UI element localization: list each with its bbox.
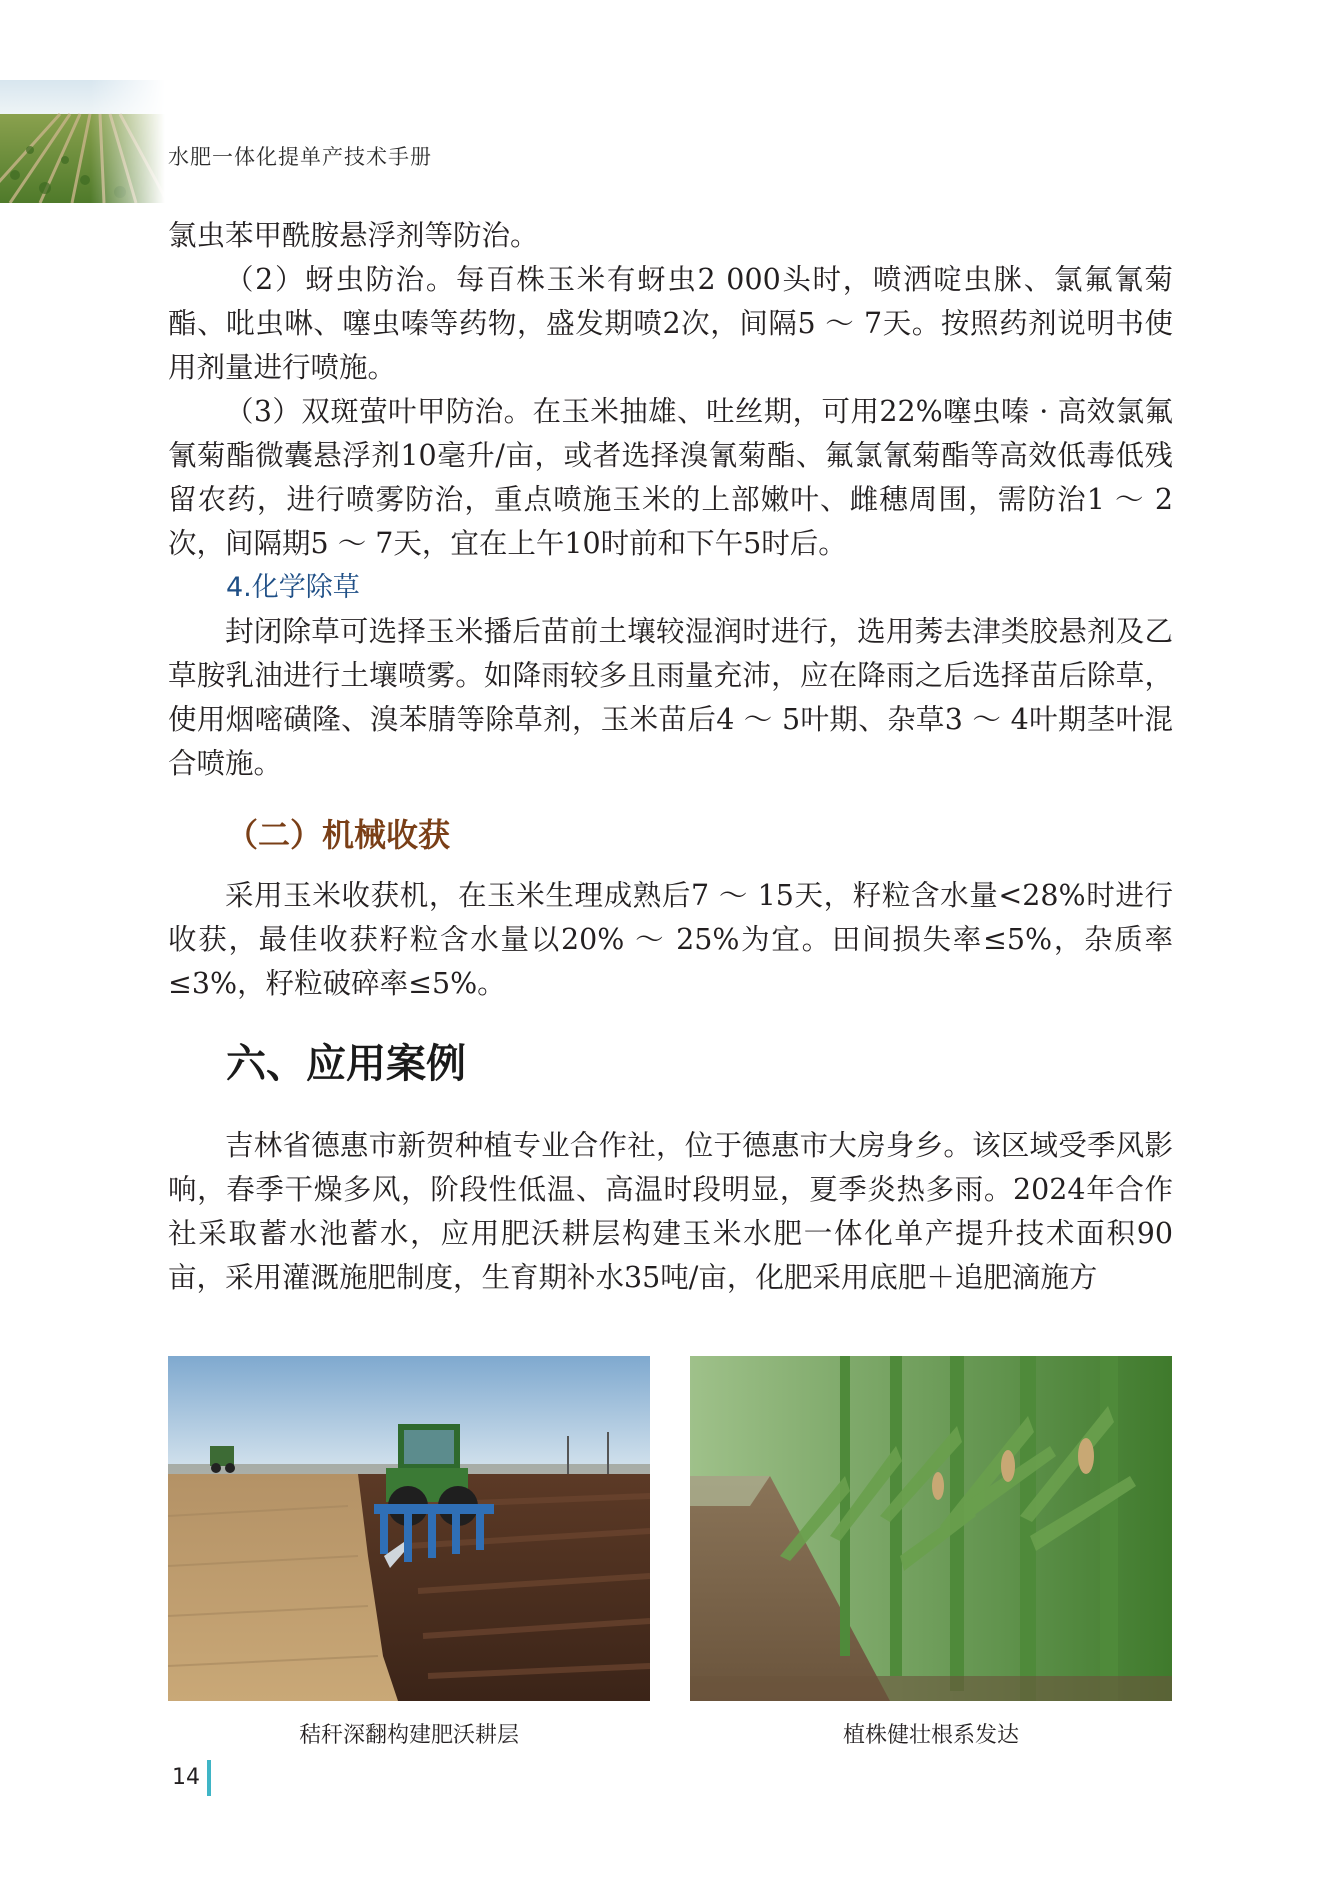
header-field-photo: [0, 80, 165, 203]
photo-tractor-plowing: [168, 1356, 650, 1701]
page-body: [168, 214, 1173, 1300]
paragraph-beetle-control: （3）双斑萤叶甲防治。在玉米抽雄、吐丝期，可用22%噻虫嗪 · 高效氯氟氰菊酯微囊悬浮剂10毫升/亩，或者选择溴氰菊酯、氟氯氰菊酯等高效低毒低残留农药，进行喷雾防治，重点喷施玉米的上部嫩叶、雌穗周围，需防治1 ～ 2次，间隔期5 ～ 7天，宜在上午10时前和下午5时后。: [168, 395, 1173, 560]
page-number: 14: [172, 1765, 200, 1790]
paragraph-continuation: 氯虫苯甲酰胺悬浮剂等防治。: [168, 219, 539, 252]
paragraph-harvest: 采用玉米收获机，在玉米生理成熟后7 ～ 15天，籽粒含水量<28%时进行收获，最佳收获籽粒含水量以20% ～ 25%为宜。田间损失率≤5%，杂质率≤3%，籽粒破碎率≤5%。: [168, 879, 1173, 1000]
paragraph-aphid-control: （2）蚜虫防治。每百株玉米有蚜虫2 000头时，喷洒啶虫脒、氯氟氰菊酯、吡虫啉、噻虫嗪等药物，盛发期喷2次，间隔5 ～ 7天。按照药剂说明书使用剂量进行喷施。: [168, 263, 1173, 384]
figure-caption-left: 秸秆深翻构建肥沃耕层: [298, 1723, 519, 1748]
paragraph-case: 吉林省德惠市新贺种植专业合作社，位于德惠市大房身乡。该区域受季风影响，春季干燥多风，阶段性低温、高温时段明显，夏季炎热多雨。2024年合作社采取蓄水池蓄水，应用肥沃耕层构建玉米水肥一体化单产提升技术面积90亩，采用灌溉施肥制度，生育期补水35吨/亩，化肥采用底肥＋追肥滴施方: [168, 1129, 1173, 1294]
figure-caption-right: 植株健壮根系发达: [842, 1723, 1019, 1748]
paragraph-weeding: 封闭除草可选择玉米播后苗前土壤较湿润时进行，选用莠去津类胶悬剂及乙草胺乳油进行土壤喷雾。如降雨较多且雨量充沛，应在降雨之后选择苗后除草，使用烟嘧磺隆、溴苯腈等除草剂，玉米苗后4 ～ 5叶期、杂草3 ～ 4叶期茎叶混合喷施。: [168, 615, 1173, 780]
running-header-title: 水肥一体化提单产技术手册: [168, 145, 432, 169]
section-heading-mechanical-harvest: （二）机械收获: [226, 816, 451, 854]
section-heading-application-case: 六、应用案例: [226, 1041, 466, 1087]
photo-corn-plants: [690, 1356, 1172, 1701]
subheading-chemical-weeding: 4.化学除草: [226, 572, 360, 603]
page-number-bar: [207, 1760, 211, 1796]
